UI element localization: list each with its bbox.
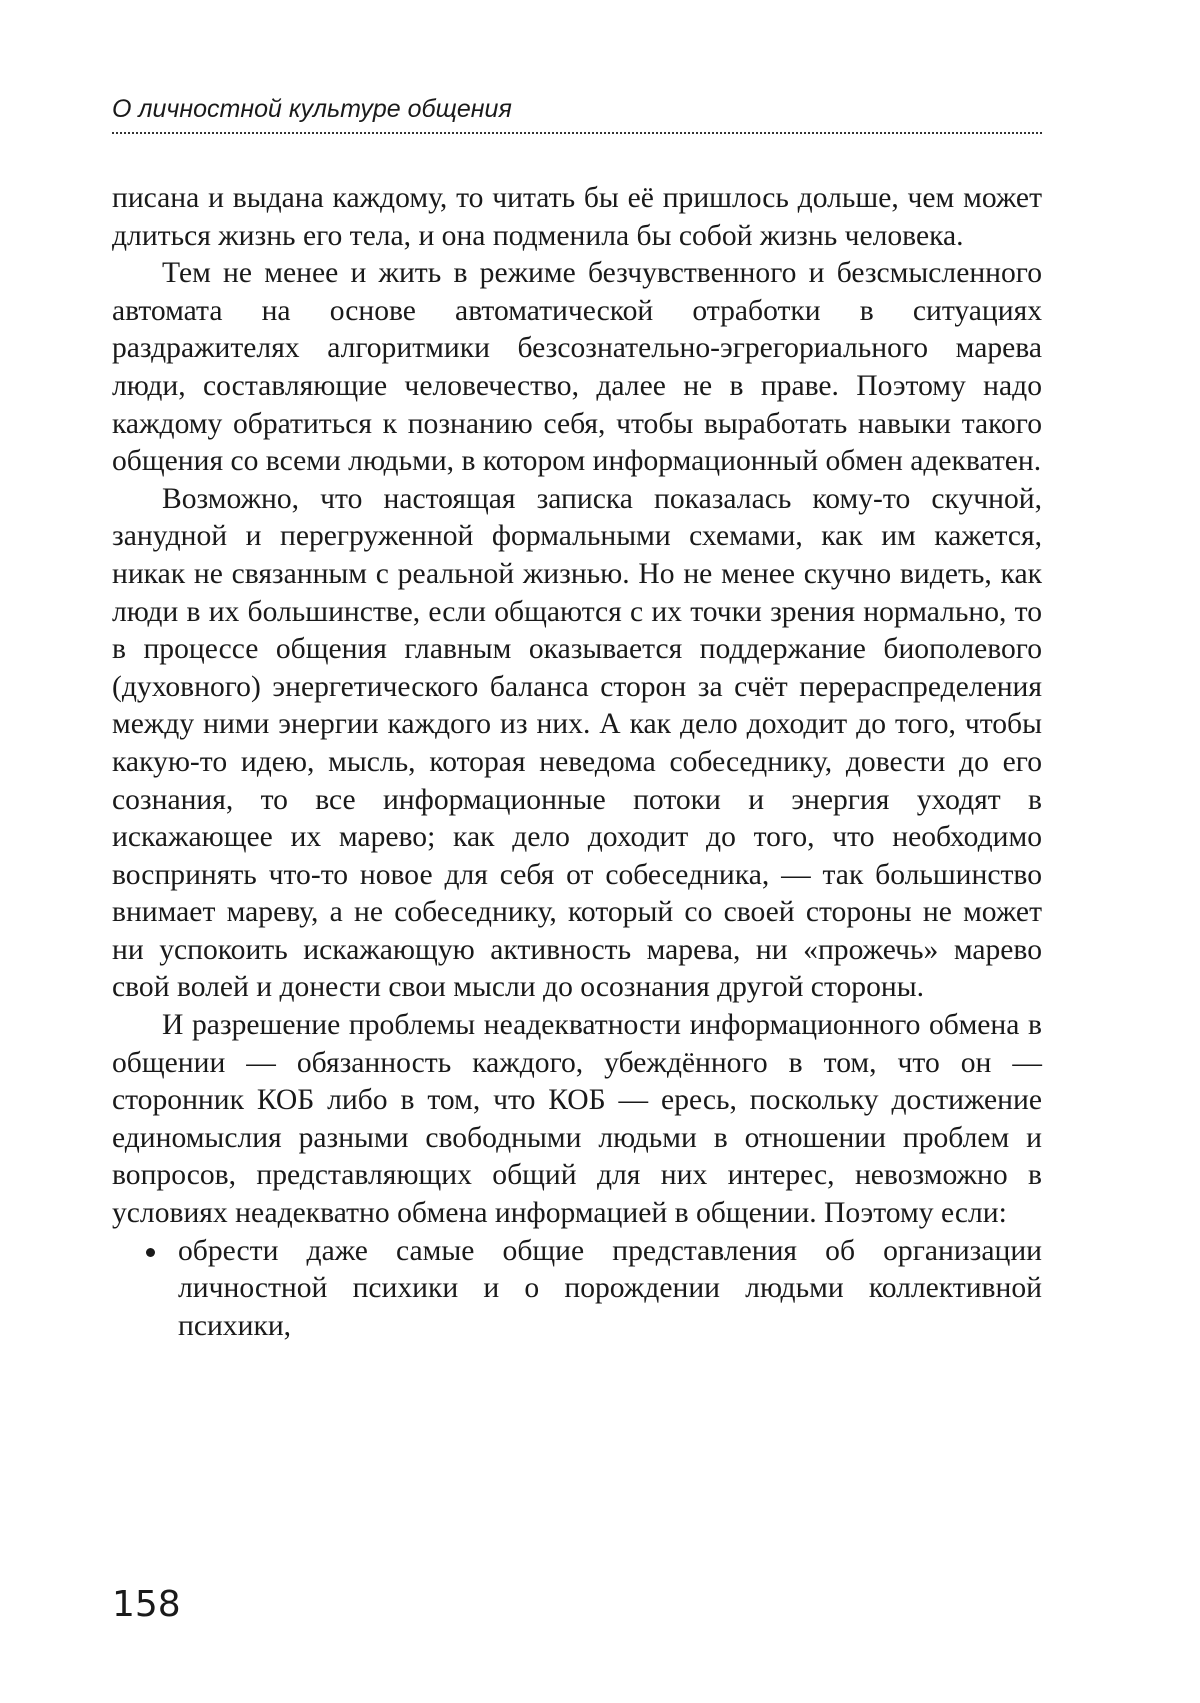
- paragraph: Тем не менее и жить в режиме безчувственного и безсмысленного автомата на основе автоматической отработки в ситуациях раздражителях алгоритмики безсознательно-эгрегориального марева люди, составляющие человечество, далее не в праве. Поэтому надо каждому обратиться к познанию себя, чтобы выработать навыки такого общения со всеми людьми, в котором информационный обмен адекватен.: [112, 257, 1042, 478]
- bullet-text: обрести даже самые общие представления об организации личностной психики и о порождении людьми коллективной психики,: [178, 1234, 1042, 1342]
- paragraph: Возможно, что настоящая записка показалась кому-то скучной, занудной и перегруженной формальными схемами, как им кажется, никак не связанным с реальной жизнью. Но не менее скучно видеть, как люди в их большинстве, если общаются с их точки зрения нормально, то в процессе общения главным оказывается поддержание биополевого (духовного) энергетического баланса сторон за счёт перераспределения между ними энергии каждого из них. А как дело доходит до того, чтобы какую-то идею, мысль, которая неведома собеседнику, довести до его сознания, то все информационные потоки и энергия уходят в искажающее их марево; как дело доходит до того, что необходимо воспринять что-то новое для себя от собеседника, — так большинство внимает мареву, а не собеседнику, который со своей стороны не может ни успокоить искажающую активность марева, ни «прожечь» марево свой волей и донести свои мысли до осознания другой стороны.: [112, 482, 1042, 1004]
- page-number: 158: [112, 1584, 181, 1625]
- paragraph: И разрешение проблемы неадекватности информационного обмена в общении — обязанность каждого, убеждённого в том, что он — сторонник КОБ либо в том, что КОБ — ересь, поскольку достижение единомыслия разными свободными людьми в отношении проблем и вопросов, представляющих общий для них интерес, невозможно в условиях неадекватно обмена информацией в общении. Поэтому если:: [112, 1009, 1042, 1230]
- paragraph-continuation: писана и выдана каждому, то читать бы её пришлось дольше, чем может длиться жизнь его тела, и она подменила бы собой жизнь человека.: [112, 182, 1042, 252]
- running-header: О личностной культуре общения: [112, 92, 1042, 134]
- bullet-list: [112, 1233, 1042, 1346]
- body-text: [112, 180, 1042, 1345]
- bullet-item: [112, 1233, 1042, 1346]
- bullet-icon: [146, 1248, 155, 1257]
